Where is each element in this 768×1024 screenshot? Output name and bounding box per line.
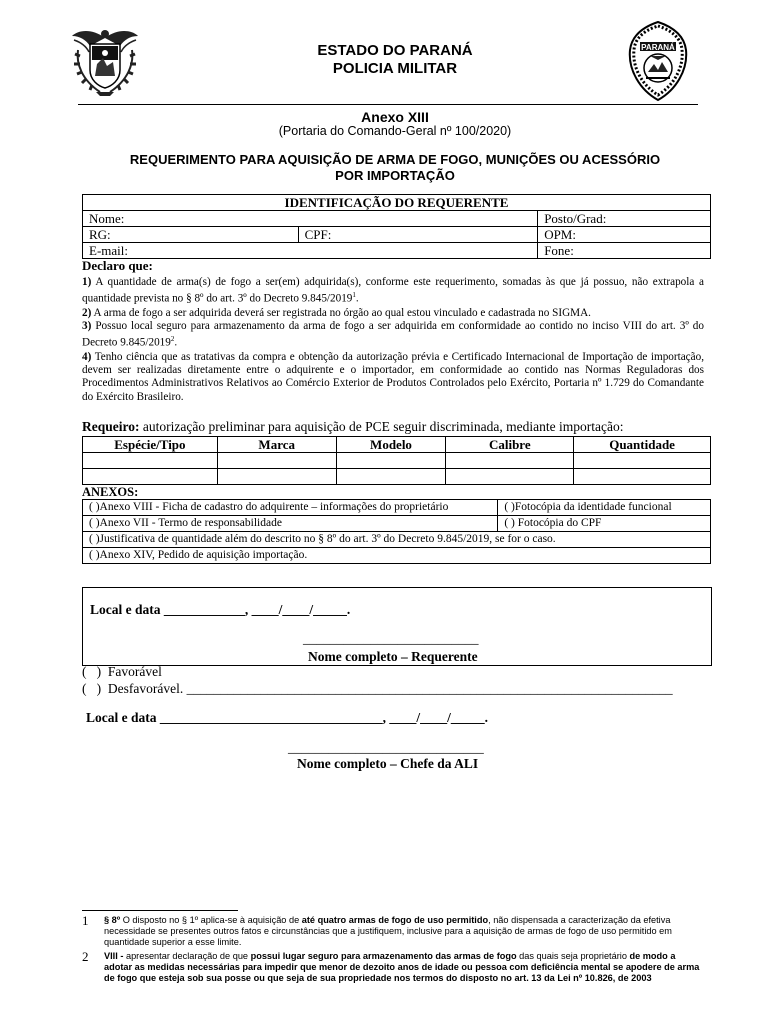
request-line bbox=[82, 419, 623, 435]
cpf-copy-checkbox[interactable]: ( ) Fotocópia do CPF bbox=[498, 516, 711, 532]
requerente-name-label: Nome completo – Requerente bbox=[308, 649, 478, 664]
footnote-number: 1 bbox=[82, 913, 89, 928]
declaration-item bbox=[82, 276, 704, 307]
table-row bbox=[83, 453, 711, 469]
declaration-item-text: Possuo local seguro para armazenamento da arma de fogo a ser adquirida em conformidade ao contido no inciso VIII do art. 3º do Decreto 9.845/2019 bbox=[82, 319, 704, 350]
footnote-text: , não dispensada a caracterização da efetiva necessidade se presentes outros fatos e circunstâncias que a justifiquem, inclusive para a aquisição de armas de fogo de uso permitido em quantidade superior a esse limite. bbox=[104, 915, 672, 948]
column-header: Marca bbox=[217, 437, 336, 453]
table-cell[interactable] bbox=[574, 469, 711, 485]
column-header: Espécie/Tipo bbox=[83, 437, 218, 453]
footnote-text: O disposto no § 1º aplica-se à aquisição de bbox=[120, 915, 302, 925]
email-field[interactable]: E-mail: bbox=[83, 243, 538, 259]
table-row bbox=[83, 469, 711, 485]
state-coat-of-arms-logo bbox=[70, 24, 140, 98]
table-cell[interactable] bbox=[446, 453, 574, 469]
table-cell[interactable] bbox=[336, 469, 446, 485]
fone-field[interactable]: Fone: bbox=[538, 243, 711, 259]
police-emblem-logo bbox=[626, 20, 690, 102]
declaration-item-number: 2) bbox=[82, 306, 92, 319]
annex-viii-checkbox[interactable]: ( )Anexo VIII - Ficha de cadastro do adquirente – informações do proprietário bbox=[83, 500, 498, 516]
table-cell[interactable] bbox=[446, 469, 574, 485]
declaration-item-tail: . bbox=[355, 293, 359, 306]
header-organization: POLICIA MILITAR bbox=[332, 60, 458, 77]
requerente-local-date[interactable]: Local e data ____________, ____/____/_____. bbox=[90, 602, 351, 617]
declaration-item-number: 1) bbox=[82, 276, 92, 288]
footnote-separator bbox=[82, 910, 238, 911]
column-header: Calibre bbox=[446, 437, 574, 453]
document-title-line1: REQUERIMENTO PARA AQUISIÇÃO DE ARMA DE FOGO, MUNIÇÕES OU ACESSÓRIO bbox=[129, 152, 661, 167]
table-cell[interactable] bbox=[574, 453, 711, 469]
header-divider bbox=[78, 104, 698, 105]
requerente-signature-box bbox=[82, 587, 712, 666]
chefe-name-label: Nome completo – Chefe da ALI bbox=[297, 756, 479, 771]
declaration-item-text: Tenho ciência que as tratativas da compra e obtenção da autorização prévia e Certificado Internacional de Importação de importação, devem ser realizadas diretamente entre o adquirente e o importador, em conformidade ao contido nas Normas Reguladoras dos Procedimentos Administrativos Relativos ao Comércio Exterior de Produtos Controlados pelo Exército, Portaria nº 1.729 do Comandante do Exército Brasileiro. bbox=[82, 350, 704, 403]
annexes-heading: ANEXOS: bbox=[82, 485, 139, 499]
opm-field[interactable]: OPM: bbox=[538, 227, 711, 243]
declaration-item-text: A arma de fogo a ser adquirida deverá ser registrada no órgão ao qual estou vinculado e cadastrada no SIGMA. bbox=[91, 306, 591, 319]
posto-grad-field[interactable]: Posto/Grad: bbox=[538, 211, 711, 227]
desfavoravel-option[interactable]: ( ) Desfavorável. ________________________________________________________________________ bbox=[82, 681, 673, 696]
footnote-text: das quais seja proprietário bbox=[516, 951, 630, 961]
declaration-item-number: 4) bbox=[82, 350, 92, 363]
footnote-2 bbox=[104, 951, 706, 985]
identification-table bbox=[82, 194, 711, 259]
table-cell[interactable] bbox=[217, 469, 336, 485]
declaration-item bbox=[82, 351, 704, 405]
declaration-list bbox=[82, 276, 704, 404]
footnote-lead: VIII - bbox=[104, 951, 124, 961]
annex-vii-checkbox[interactable]: ( )Anexo VII - Termo de responsabilidade bbox=[83, 516, 498, 532]
table-cell[interactable] bbox=[83, 453, 218, 469]
footnote-text: apresentar declaração de que bbox=[123, 951, 251, 961]
footnote-ref: 1 bbox=[352, 291, 356, 300]
emblem-text: PARANÁ bbox=[641, 43, 675, 52]
items-table-header bbox=[83, 437, 711, 453]
column-header: Quantidade bbox=[574, 437, 711, 453]
identification-heading: IDENTIFICAÇÃO DO REQUERENTE bbox=[83, 195, 711, 211]
footnote-number: 2 bbox=[82, 949, 89, 964]
table-cell[interactable] bbox=[336, 453, 446, 469]
declaration-item bbox=[82, 320, 704, 351]
table-cell[interactable] bbox=[83, 469, 218, 485]
identity-copy-checkbox[interactable]: ( )Fotocópia da identidade funcional bbox=[498, 500, 711, 516]
footnote-lead: § 8º bbox=[104, 915, 121, 925]
rg-field[interactable]: RG: bbox=[83, 227, 299, 243]
chefe-signature-line[interactable]: _____________________________ bbox=[288, 740, 484, 755]
declaration-item-text: A quantidade de arma(s) de fogo a ser(em) adquirida(s), conforme este requerimento, somadas às que já possuo, não extrapola a quantidade prevista no § 8º do art. 3º do Decreto 9.845/2019 bbox=[82, 276, 704, 306]
request-text: autorização preliminar para aquisição de PCE seguir discriminada, mediante importação: bbox=[139, 419, 624, 434]
requerente-signature-line[interactable]: __________________________ bbox=[303, 631, 479, 646]
cpf-field[interactable]: CPF: bbox=[298, 227, 538, 243]
document-title-line2: POR IMPORTAÇÃO bbox=[335, 168, 455, 183]
declaration-item-tail: . bbox=[174, 337, 178, 350]
nome-field[interactable]: Nome: bbox=[83, 211, 538, 227]
annex-title: Anexo XIII bbox=[361, 109, 429, 125]
annexes-table bbox=[82, 499, 711, 564]
footnote-bold: até quatro armas de fogo de uso permitido bbox=[301, 915, 489, 925]
request-label: Requeiro: bbox=[82, 419, 140, 434]
footnote-1 bbox=[104, 915, 706, 949]
annex-xiv-checkbox[interactable]: ( )Anexo XIV, Pedido de aquisição importação. bbox=[83, 548, 711, 564]
declaration-item-number: 3) bbox=[82, 319, 92, 332]
chefe-local-date[interactable]: Local e data _________________________________, ____/____/_____. bbox=[86, 710, 488, 725]
annex-subtitle: (Portaria do Comando-Geral nº 100/2020) bbox=[278, 124, 512, 138]
favoravel-option[interactable]: ( ) Favorável bbox=[82, 664, 162, 679]
declaration-item bbox=[82, 307, 704, 320]
items-table bbox=[82, 436, 711, 485]
footnote-bold: de modo a adotar as medidas necessárias para impedir que menor de dezoito anos de idade ou pessoa com deficiência mental se apodere de arma de fogo que esteja sob sua posse ou que seja de sua propriedade nos termos do disposto no art. 13 da Lei nº 10.826, de 2003 bbox=[104, 951, 700, 984]
table-cell[interactable] bbox=[217, 453, 336, 469]
footnote-bold: possui lugar seguro para armazenamento das armas de fogo bbox=[250, 951, 517, 961]
declaration-heading: Declaro que: bbox=[82, 258, 153, 273]
column-header: Modelo bbox=[336, 437, 446, 453]
justification-checkbox[interactable]: ( )Justificativa de quantidade além do descrito no § 8º do art. 3º do Decreto 9.845/2019, se for o caso. bbox=[83, 532, 711, 548]
header-state: ESTADO DO PARANÁ bbox=[317, 42, 473, 59]
footnote-ref: 2 bbox=[170, 335, 175, 344]
